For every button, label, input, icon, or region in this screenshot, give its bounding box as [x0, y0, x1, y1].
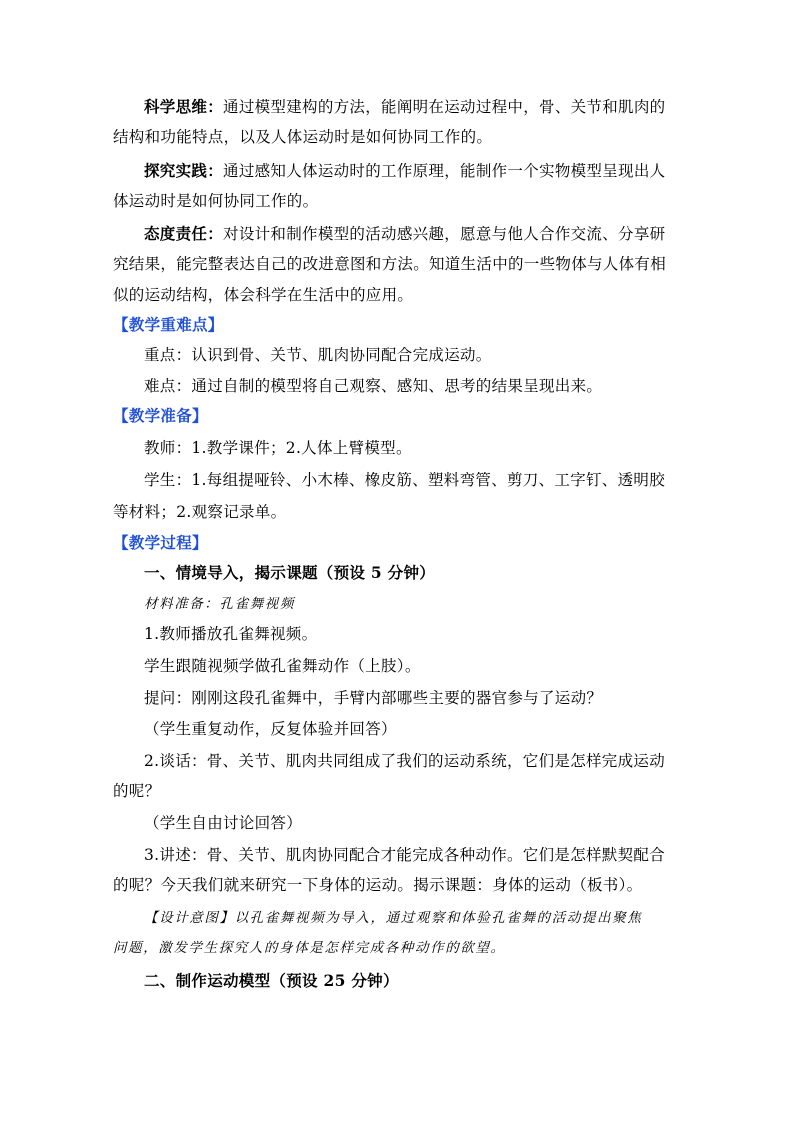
objective-attitude-line3: 似的运动结构，体会科学在生活中的应用。	[113, 286, 414, 304]
process-line: 提问：刚刚这段孔雀舞中，手臂内部哪些主要的器官参与了运动？	[144, 689, 603, 707]
key-point-focus: 重点：认识到骨、关节、肌肉协同配合完成运动。	[144, 346, 492, 364]
objective-label: 科学思维：	[144, 97, 224, 116]
section-heading-key-points: 【教学重难点】	[113, 315, 224, 334]
objective-science-thinking-line1: 科学思维：通过模型建构的方法，能阐明在运动过程中，骨、关节和肌肉的	[144, 97, 666, 116]
design-intent-line2: 问题，激发学生探究人的身体是怎样完成各种动作的欲望。	[113, 940, 506, 956]
process-line: （学生自由讨论回答）	[144, 814, 303, 832]
objective-attitude-line1: 态度责任：对设计和制作模型的活动感兴趣，愿意与他人合作交流、分享研	[144, 224, 666, 243]
process-line: 的呢？	[113, 782, 161, 800]
preparation-student-line1: 学生：1.每组提哑铃、小木棒、橡皮筋、塑料弯管、剪刀、工字钉、透明胶	[144, 471, 665, 489]
objective-label: 探究实践：	[144, 161, 224, 180]
objective-inquiry-line1: 探究实践：通过感知人体运动时的工作原理，能制作一个实物模型呈现出人	[144, 161, 666, 180]
objective-attitude-line2: 究结果，能完整表达自己的改进意图和方法。知道生活中的一些物体与人体有相	[113, 255, 667, 273]
process-line: （学生重复动作，反复体验并回答）	[144, 720, 397, 738]
objective-label: 态度责任：	[144, 224, 224, 243]
step1-title: 一、情境导入，揭示课题（预设 5 分钟）	[144, 563, 436, 582]
step2-title: 二、制作运动模型（预设 25 分钟）	[144, 971, 399, 990]
process-line: 的呢？今天我们就来研究一下身体的运动。揭示课题：身体的运动（板书）。	[113, 876, 643, 894]
section-heading-preparation: 【教学准备】	[113, 406, 208, 425]
process-line: 学生跟随视频学做孔雀舞动作（上肢）。	[144, 657, 421, 675]
preparation-student-line2: 等材料；2.观察记录单。	[113, 503, 287, 521]
objective-inquiry-line2: 体运动时是如何协同工作的。	[113, 192, 319, 210]
materials-note: 材料准备：孔雀舞视频	[144, 596, 295, 612]
section-heading-process: 【教学过程】	[113, 533, 208, 552]
process-line: 2.谈话：骨、关节、肌肉共同组成了我们的运动系统，它们是怎样完成运动	[144, 752, 665, 770]
design-intent-line1: 【设计意图】以孔雀舞视频为导入，通过观察和体验孔雀舞的活动提出聚焦	[144, 910, 643, 926]
process-line: 1.教师播放孔雀舞视频。	[144, 625, 318, 643]
objective-science-thinking-line2: 结构和功能特点，以及人体运动时是如何协同工作的。	[113, 128, 493, 146]
key-point-difficulty: 难点：通过自制的模型将自己观察、感知、思考的结果呈现出来。	[144, 377, 603, 395]
preparation-teacher: 教师：1.教学课件；2.人体上臂模型。	[144, 439, 412, 457]
process-line: 3.讲述：骨、关节、肌肉协同配合才能完成各种动作。它们是怎样默契配合	[144, 846, 665, 864]
